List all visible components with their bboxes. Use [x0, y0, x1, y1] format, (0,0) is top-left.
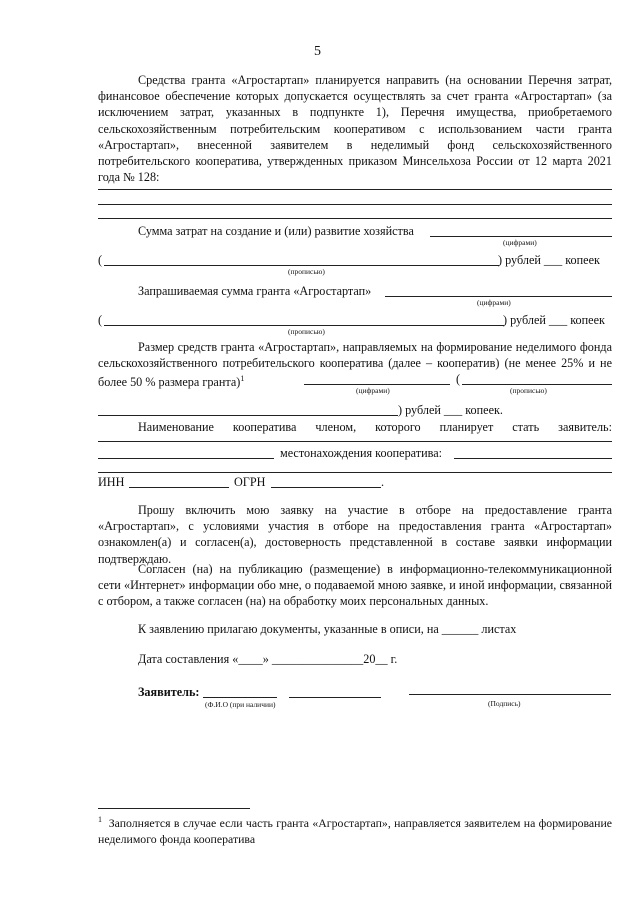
coop-words-field[interactable]: [98, 415, 398, 416]
figures-caption: (цифрами): [356, 386, 390, 395]
coop-name-label: Наименование кооператива членом, которого планирует стать заявитель:: [138, 420, 612, 434]
figures-caption: (цифрами): [503, 238, 537, 247]
fio-caption: (Ф.И.О (при наличии): [205, 700, 276, 709]
blank-line[interactable]: [98, 189, 612, 190]
open-paren: (: [456, 372, 461, 386]
signature-caption: (Подпись): [488, 699, 521, 708]
coop-figures-field[interactable]: [304, 384, 450, 385]
coop-fund-paragraph: Размер средств гранта «Агростартап», направляемых на формирование неделимого фонда сельскохозяйственного потребительского кооператива (далее – кооператив) (не менее 25% и не более 50 % размера гранта)$^1$: [98, 340, 612, 390]
inn-field[interactable]: [129, 487, 229, 488]
ogrn-label: ОГРН: [234, 475, 266, 489]
ogrn-field[interactable]: [271, 487, 381, 488]
grant-sum-words-field[interactable]: [104, 325, 504, 326]
grant-sum-figures-field[interactable]: [385, 296, 612, 297]
figures-caption: (цифрами): [477, 298, 511, 307]
blank-line[interactable]: [98, 204, 612, 205]
coop-location-field[interactable]: [454, 458, 612, 459]
intro-paragraph: Средства гранта «Агростартап» планируется направить (на основании Перечня затрат, финансовое обеспечение которых допускается осуществлять за счет гранта «Агростартап» (за исключением затрат, указанных в подпункте 1), Перечня имущества, приобретаемого сельскохозяйственным потребительским кооперативом с использованием части гранта «Агростартап», внесенной заявителем в неделимый фонд сельскохозяйственного потребительского кооператива, утвержденных приказом Минсельхоза России от 12 марта 2021 года № 128:: [98, 73, 612, 185]
coop-name-field[interactable]: [98, 441, 612, 442]
cost-sum-figures-field[interactable]: [430, 236, 612, 237]
rubles-kopecks-2: ) рублей ___ копеек.: [398, 403, 503, 417]
blank-line[interactable]: [98, 472, 612, 473]
coop-words-field-end[interactable]: [462, 384, 612, 385]
inn-label: ИНН: [98, 475, 125, 489]
cost-sum-words-field[interactable]: [104, 265, 499, 266]
rubles-kopecks: ) рублей ___ копеек: [503, 313, 605, 327]
words-caption: (прописью): [510, 386, 547, 395]
applicant-label: Заявитель:: [138, 685, 200, 699]
coop-location-label: местонахождения кооператива:: [280, 446, 443, 460]
footnote: $^1$ Заполняется в случае если часть гранта «Агростартап», направляется заявителем на формирование неделимого фонда кооператива: [98, 815, 613, 846]
coop-location-field-start[interactable]: [98, 458, 274, 459]
blank-line[interactable]: [98, 218, 612, 219]
cost-sum-label: Сумма затрат на создание и (или) развитие хозяйства: [138, 224, 414, 238]
open-paren: (: [98, 313, 103, 327]
applicant-signature-field[interactable]: [409, 694, 611, 695]
grant-sum-label: Запрашиваемая сумма гранта «Агростартап»: [138, 284, 372, 298]
open-paren: (: [98, 253, 103, 267]
consent-paragraph: Согласен (на) на публикацию (размещение) в информационно-телекоммуникационной сети «Интернет» информации обо мне, о подаваемой мною заявке, и иной информации, связанной с отбором, а также согласен (на) на обработку моих персональных данных.: [98, 562, 612, 609]
applicant-name-field-2[interactable]: [289, 697, 381, 698]
period: .: [381, 475, 385, 489]
date-line: Дата составления «____» _______________20__ г.: [138, 652, 398, 666]
footnote-separator: [98, 808, 250, 809]
attachments-line: К заявлению прилагаю документы, указанные в описи, на ______ листах: [138, 622, 517, 636]
request-paragraph: Прошу включить мою заявку на участие в отборе на предоставление гранта «Агростартап», с условиями участия в отборе на предоставления гранта «Агростартап» ознакомлен(а) и согласен(а), достоверность представленной в составе заявки информации подтверждаю.: [98, 503, 612, 566]
words-caption: (прописью): [288, 267, 325, 276]
applicant-name-field-1[interactable]: [203, 697, 277, 698]
rubles-kopecks: ) рублей ___ копеек: [498, 253, 600, 267]
page-number: 5: [314, 44, 321, 59]
words-caption: (прописью): [288, 327, 325, 336]
